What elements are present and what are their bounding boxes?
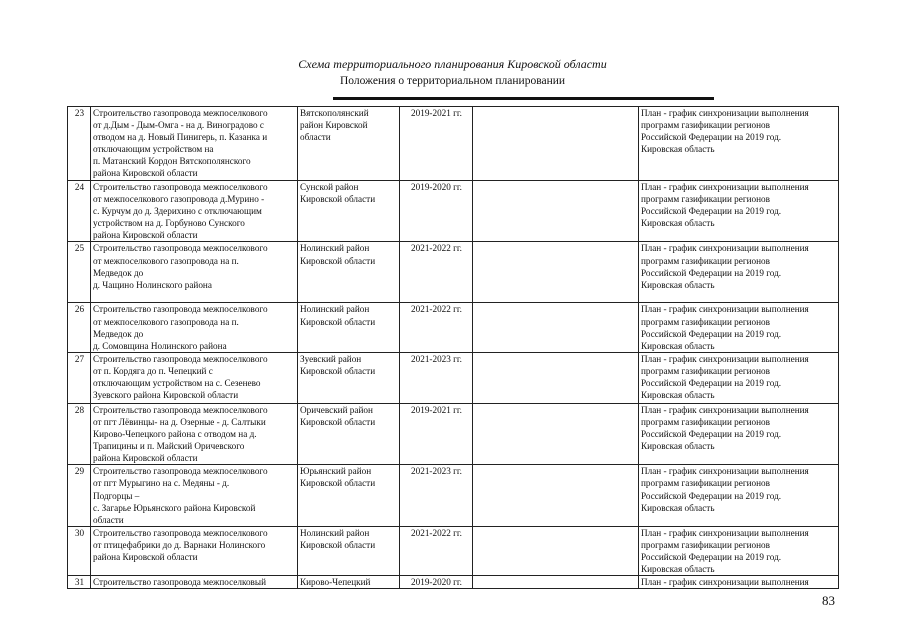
- location-cell: [298, 242, 400, 303]
- description-line: с. Загарье Юрьянского района Кировской: [93, 502, 256, 513]
- note-cell: [639, 465, 839, 526]
- note-line: программ газификации регионов: [641, 539, 770, 550]
- empty-cell: [473, 403, 639, 464]
- location-cell: [298, 352, 400, 403]
- note-line: План - график синхронизации выполнения: [641, 182, 809, 192]
- description-line: от межпоселкового газопровода на п.: [93, 255, 239, 266]
- description-cell: [91, 465, 298, 526]
- note-line: План - график синхронизации выполнения: [641, 404, 809, 415]
- description-line: района Кировской области: [93, 168, 198, 179]
- header-rule: [333, 97, 714, 100]
- empty-cell: [473, 181, 639, 242]
- location-line: Кировской области: [300, 365, 376, 376]
- note-line: Кировская область: [641, 502, 715, 513]
- empty-cell: [473, 526, 639, 575]
- description-line: Строительство газопровода межпоселкового: [93, 527, 268, 538]
- table-row: [68, 465, 839, 526]
- row-number-cell: 26: [68, 303, 91, 352]
- description-line: Подгорцы –: [93, 490, 140, 501]
- location-cell: [298, 303, 400, 352]
- description-cell: [91, 181, 298, 242]
- note-line: программ газификации регионов: [641, 478, 770, 489]
- description-line: Строительство газопровода межпоселкового: [93, 243, 268, 254]
- location-line: Зуевский район: [300, 353, 362, 364]
- note-line: Кировская область: [641, 390, 715, 401]
- table-row: [68, 352, 839, 403]
- description-line: области: [93, 514, 124, 525]
- note-cell: [639, 576, 839, 589]
- dates-cell: 2021-2022 гг.: [400, 526, 473, 575]
- location-cell: [298, 465, 400, 526]
- location-line: Оричевский район: [300, 404, 373, 415]
- description-line: от п. Кордяга до п. Чепецкий с: [93, 365, 213, 376]
- note-line: Российской Федерации на 2019 год.: [641, 551, 782, 562]
- note-line: Российской Федерации на 2019 год.: [641, 206, 782, 217]
- note-line: План - график синхронизации выполнения: [641, 353, 809, 364]
- location-line: Вятскополянский: [300, 108, 369, 118]
- location-line: Кировской области: [300, 416, 376, 427]
- note-line: программ газификации регионов: [641, 255, 770, 266]
- empty-cell: [473, 303, 639, 352]
- description-line: района Кировской области: [93, 551, 198, 562]
- document-subtitle: Положения о территориальном планировании: [339, 75, 566, 87]
- note-cell: [639, 352, 839, 403]
- description-line: отключающим устройством на с. Сезенево: [93, 378, 261, 389]
- location-cell: [298, 576, 400, 589]
- table-row: [68, 303, 839, 352]
- description-cell: [91, 352, 298, 403]
- location-line: Нолинский район: [300, 527, 370, 538]
- note-line: Кировская область: [641, 441, 715, 452]
- location-line: Сунской район: [300, 182, 359, 192]
- dates-cell: 2021-2022 гг.: [400, 242, 473, 303]
- row-number-cell: 27: [68, 352, 91, 403]
- note-cell: [639, 181, 839, 242]
- note-cell: [639, 107, 839, 181]
- location-line: район Кировской: [300, 120, 368, 131]
- description-line: от пгт Мурыгино на с. Медяны - д.: [93, 478, 230, 489]
- description-cell: [91, 526, 298, 575]
- note-line: Кировская область: [641, 218, 715, 229]
- row-number-cell: 29: [68, 465, 91, 526]
- planning-table: [67, 106, 839, 589]
- dates-cell: 2021-2023 гг.: [400, 352, 473, 403]
- table-row: [68, 576, 839, 589]
- description-cell: [91, 303, 298, 352]
- note-cell: [639, 303, 839, 352]
- location-line: Кирово-Чепецкий: [300, 577, 371, 588]
- location-line: Нолинский район: [300, 304, 370, 315]
- dates-cell: 2019-2020 гг.: [400, 576, 473, 589]
- row-number-cell: 25: [68, 242, 91, 303]
- description-cell: [91, 576, 298, 589]
- description-line: устройством на д. Горбуново Сунского: [93, 218, 245, 229]
- note-cell: [639, 526, 839, 575]
- note-cell: [639, 403, 839, 464]
- description-line: района Кировской области: [93, 453, 198, 464]
- description-cell: [91, 242, 298, 303]
- note-line: Российской Федерации на 2019 год.: [641, 328, 782, 339]
- empty-cell: [473, 352, 639, 403]
- empty-cell: [473, 242, 639, 303]
- table-row: [68, 181, 839, 242]
- description-line: от межпоселкового газопровода на п.: [93, 316, 239, 327]
- location-line: Кировской области: [300, 194, 376, 205]
- row-number-cell: 24: [68, 181, 91, 242]
- description-line: Зуевского района Кировской области: [93, 390, 239, 401]
- description-line: с. Курчум до д. Здерихино с отключающим: [93, 206, 262, 217]
- description-line: Строительство газопровода межпоселкового: [93, 466, 268, 477]
- dates-cell: 2021-2023 гг.: [400, 465, 473, 526]
- table-row: [68, 107, 839, 181]
- note-line: Кировская область: [641, 144, 715, 155]
- note-line: Российской Федерации на 2019 год.: [641, 490, 782, 501]
- note-line: программ газификации регионов: [641, 416, 770, 427]
- empty-cell: [473, 576, 639, 589]
- planning-table-body: [68, 107, 839, 589]
- row-number-cell: 23: [68, 107, 91, 181]
- table-row: [68, 403, 839, 464]
- location-line: Нолинский район: [300, 243, 370, 254]
- dates-cell: 2021-2022 гг.: [400, 303, 473, 352]
- note-line: Кировская область: [641, 564, 715, 575]
- description-line: от д.Дым - Дым-Омга - на д. Виноградово с: [93, 120, 264, 131]
- note-line: Российской Федерации на 2019 год.: [641, 429, 782, 440]
- description-line: района Кировской области: [93, 230, 198, 241]
- dates-cell: 2019-2021 гг.: [400, 403, 473, 464]
- description-line: Строительство газопровода межпоселкового: [93, 304, 268, 315]
- description-cell: [91, 403, 298, 464]
- location-line: Кировской области: [300, 255, 376, 266]
- description-line: Строительство газопровода межпоселкового: [93, 108, 268, 118]
- note-line: План - график синхронизации выполнения: [641, 527, 809, 538]
- description-line: Медведок до: [93, 267, 144, 278]
- description-line: Кирово-Чепецкого района с отводом на д.: [93, 429, 257, 440]
- note-line: Российской Федерации на 2019 год.: [641, 267, 782, 278]
- note-line: План - график синхронизации выполнения: [641, 466, 809, 477]
- note-line: План - график синхронизации выполнения: [641, 243, 809, 254]
- description-line: отводом на д. Новый Пинигерь, п. Казанка и: [93, 132, 268, 143]
- description-line: Медведок до: [93, 328, 144, 339]
- description-line: Строительство газопровода межпоселкового: [93, 182, 268, 192]
- location-line: Юрьянский район: [300, 466, 372, 477]
- description-line: от пгт Лёвинцы- на д. Озерные - д. Салтыки: [93, 416, 266, 427]
- description-line: от птицефабрики до д. Варнаки Нолинского: [93, 539, 266, 550]
- note-cell: [639, 242, 839, 303]
- row-number-cell: 28: [68, 403, 91, 464]
- location-cell: [298, 526, 400, 575]
- location-cell: [298, 107, 400, 181]
- location-line: Кировской области: [300, 539, 376, 550]
- note-line: Кировская область: [641, 279, 715, 290]
- note-line: Российской Федерации на 2019 год.: [641, 378, 782, 389]
- row-number-cell: 31: [68, 576, 91, 589]
- table-row: [68, 526, 839, 575]
- page-number: 83: [822, 593, 835, 608]
- location-line: Кировской области: [300, 478, 376, 489]
- description-cell: [91, 107, 298, 181]
- description-line: отключающим устройством на: [93, 144, 214, 155]
- description-line: д. Сомовщина Нолинского района: [93, 340, 227, 351]
- empty-cell: [473, 465, 639, 526]
- location-line: Кировской области: [300, 316, 376, 327]
- document-title: Схема территориального планирования Кировской области: [298, 57, 607, 71]
- note-line: План - график синхронизации выполнения: [641, 577, 809, 588]
- description-line: п. Матанский Кордон Вятскополянского: [93, 156, 251, 167]
- note-line: программ газификации регионов: [641, 194, 770, 205]
- description-line: Строительство газопровода межпоселковый: [93, 577, 266, 588]
- note-line: программ газификации регионов: [641, 365, 770, 376]
- location-cell: [298, 403, 400, 464]
- dates-cell: 2019-2021 гг.: [400, 107, 473, 181]
- description-line: д. Чащино Нолинского района: [93, 279, 212, 290]
- location-line: области: [300, 132, 331, 143]
- description-line: Строительство газопровода межпоселкового: [93, 404, 268, 415]
- description-line: Строительство газопровода межпоселкового: [93, 353, 268, 364]
- note-line: программ газификации регионов: [641, 120, 770, 131]
- note-line: План - график синхронизации выполнения: [641, 304, 809, 315]
- location-cell: [298, 181, 400, 242]
- table-row: [68, 242, 839, 303]
- description-line: от межпоселкового газопровода д.Мурино -: [93, 194, 265, 205]
- dates-cell: 2019-2020 гг.: [400, 181, 473, 242]
- note-line: программ газификации регионов: [641, 316, 770, 327]
- empty-cell: [473, 107, 639, 181]
- row-number-cell: 30: [68, 526, 91, 575]
- note-line: Российской Федерации на 2019 год.: [641, 132, 782, 143]
- description-line: Трапицины и п. Майский Оричевского: [93, 441, 245, 452]
- note-line: План - график синхронизации выполнения: [641, 108, 809, 118]
- note-line: Кировская область: [641, 340, 715, 351]
